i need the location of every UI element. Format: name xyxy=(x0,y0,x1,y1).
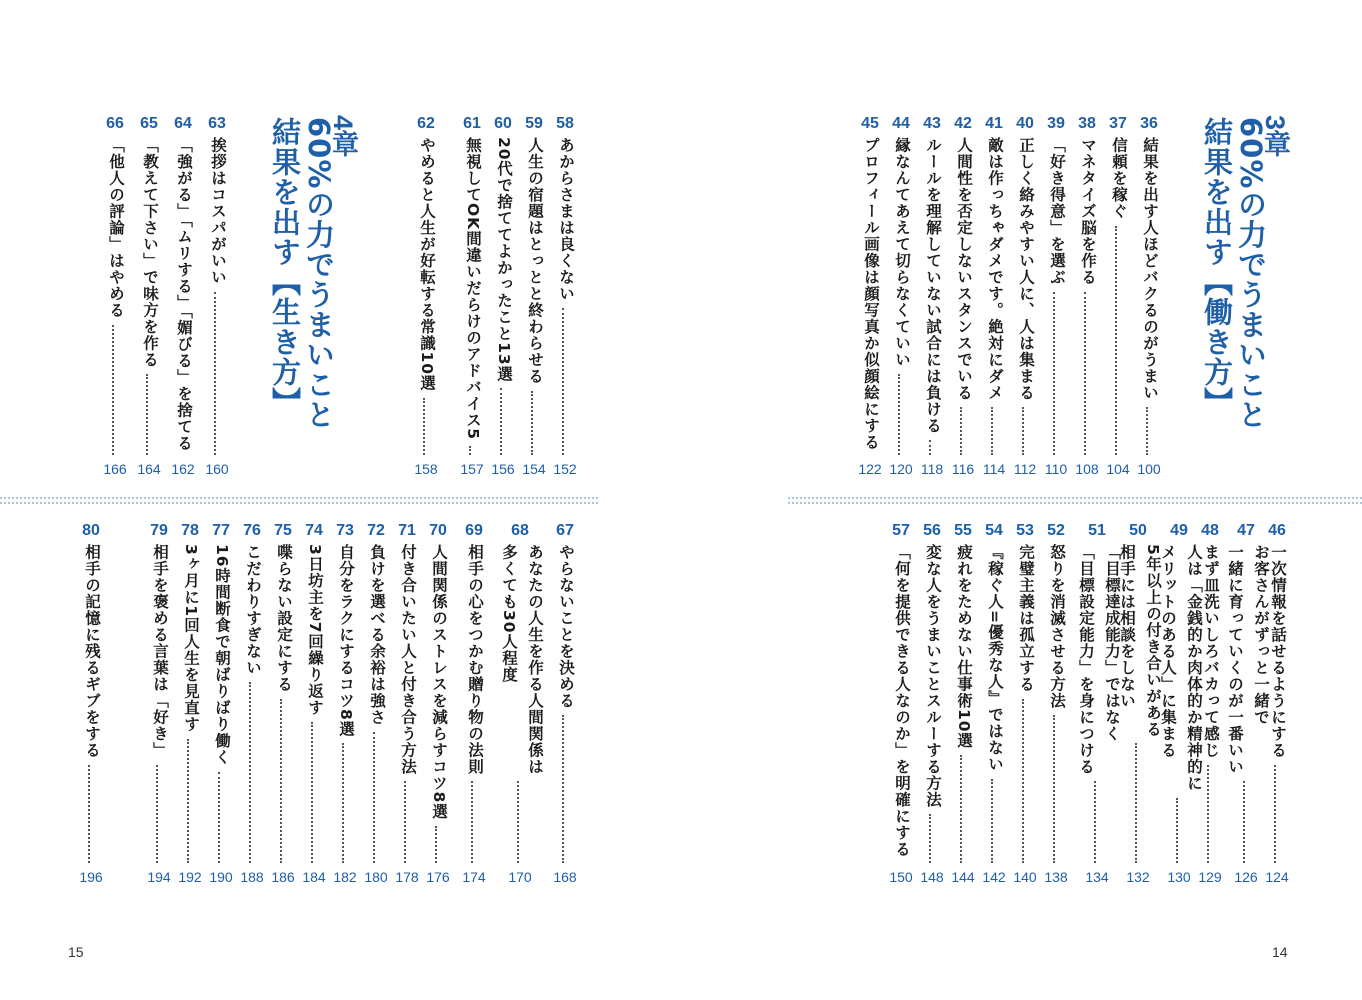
entry-page: 114 xyxy=(982,461,1006,477)
dot-leader xyxy=(435,826,437,863)
toc-entry xyxy=(979,115,1009,481)
entry-title xyxy=(889,544,915,858)
entry-title-line: 相手の心をつかむ贈り物の法則 xyxy=(466,544,484,775)
entry-title xyxy=(79,544,105,759)
entry-title xyxy=(240,544,266,676)
entry-page: 182 xyxy=(333,869,357,885)
dot-leader xyxy=(280,699,282,863)
entry-title-line: 「何を提供できる人なのか」を明確にする xyxy=(893,544,911,858)
entry-title-line: 「他人の評論」はやめる xyxy=(107,137,125,319)
toc-entry xyxy=(1041,522,1071,889)
entry-title xyxy=(1075,137,1101,286)
entry-number: 70 xyxy=(429,522,447,539)
entry-title-line: メリットのある人」に集まる xyxy=(1159,544,1177,759)
toc-entry xyxy=(500,522,544,889)
toc-entry xyxy=(237,522,267,889)
toc-entry xyxy=(144,522,174,889)
entry-title-line: 負けを選べる余裕は強さ xyxy=(368,544,386,726)
entry-number: 78 xyxy=(181,522,199,539)
entry-title xyxy=(1106,137,1132,220)
entry-title xyxy=(395,544,421,775)
toc-entry xyxy=(175,522,205,889)
toc-entry xyxy=(1159,522,1203,889)
entry-title-line: 「教えて下さい」で味方を作る xyxy=(141,137,159,368)
toc-entry xyxy=(1077,522,1121,889)
dot-leader xyxy=(500,388,502,455)
chapter-title: 60%の力でうまいこと xyxy=(1234,117,1268,430)
entry-page: 186 xyxy=(271,869,295,885)
entry-number: 68 xyxy=(511,522,529,539)
entry-page: 118 xyxy=(920,461,944,477)
entry-page: 176 xyxy=(426,869,450,885)
entry-title xyxy=(414,137,440,392)
chapter-title: 60%の力でうまいこと xyxy=(302,117,336,430)
entry-title-line: やめると人生が好転する常識10選 xyxy=(418,137,436,392)
entry-page: 158 xyxy=(414,461,438,477)
entry-number: 59 xyxy=(525,115,543,132)
dot-leader xyxy=(991,779,993,863)
entry-number: 60 xyxy=(494,115,512,132)
entry-title-line: 信頼を稼ぐ xyxy=(1110,137,1128,220)
entry-number: 64 xyxy=(174,115,192,132)
entry-number: 55 xyxy=(954,522,972,539)
entry-number: 53 xyxy=(1016,522,1034,539)
entry-page: 168 xyxy=(553,869,577,885)
toc-entry xyxy=(1010,522,1040,889)
entry-page: 196 xyxy=(79,869,103,885)
entry-number: 66 xyxy=(106,115,124,132)
entry-page: 108 xyxy=(1075,461,1099,477)
entry-title xyxy=(951,137,977,401)
entry-page: 116 xyxy=(951,461,975,477)
toc-entry xyxy=(76,522,106,889)
toc-entry xyxy=(948,115,978,481)
entry-number: 56 xyxy=(923,522,941,539)
dot-leader xyxy=(1135,743,1137,863)
dot-leader xyxy=(112,325,114,455)
entry-title-line: 「好き得意」を選ぶ xyxy=(1048,137,1066,286)
entry-number: 61 xyxy=(463,115,481,132)
entry-page: 174 xyxy=(462,869,486,885)
entry-number: 67 xyxy=(556,522,574,539)
entry-page: 104 xyxy=(1106,461,1130,477)
entry-page: 180 xyxy=(364,869,388,885)
chapter-subtitle: 結果を出す【働き方】 xyxy=(1200,117,1234,417)
entry-title xyxy=(178,544,204,733)
toc-entry xyxy=(550,115,580,481)
right-page xyxy=(682,0,1362,1000)
entry-number: 46 xyxy=(1268,522,1286,539)
dot-leader xyxy=(562,715,564,863)
entry-title-line: 完璧主義は孤立する xyxy=(1017,544,1035,693)
toc-entry xyxy=(361,522,391,889)
page-number: 15 xyxy=(68,944,84,960)
entry-title-line: こだわりすぎない xyxy=(244,544,262,676)
toc-entry xyxy=(423,522,453,889)
chapter-number: 4章 xyxy=(328,115,358,158)
dot-leader xyxy=(146,374,148,455)
entry-title-line: 多くても30人程度 xyxy=(500,544,518,684)
dot-leader xyxy=(562,308,564,455)
entry-title-line: マネタイズ脳を作る xyxy=(1079,137,1097,286)
dot-leader xyxy=(1274,765,1276,863)
entry-number: 72 xyxy=(367,522,385,539)
entry-page: 164 xyxy=(137,461,161,477)
entry-title xyxy=(522,137,548,385)
entry-title-line: まず皿洗いしろバカって感じ xyxy=(1202,544,1220,759)
entry-number: 76 xyxy=(243,522,261,539)
entry-number: 74 xyxy=(305,522,323,539)
entry-number: 45 xyxy=(861,115,879,132)
entry-title-line: 無視してOK間違いだらけのアドバイス5 xyxy=(464,137,482,440)
toc-entry xyxy=(519,115,549,481)
entry-page: 170 xyxy=(508,869,532,885)
entry-number: 50 xyxy=(1129,522,1147,539)
entry-title xyxy=(103,137,129,319)
dot-leader xyxy=(1115,226,1117,455)
toc-entry xyxy=(1010,115,1040,481)
entry-title-line: 人間関係のストレスを減らすコツ8選 xyxy=(430,544,448,820)
entry-title xyxy=(951,544,977,749)
dot-leader xyxy=(249,682,251,863)
entry-title xyxy=(1013,137,1039,401)
entry-title xyxy=(271,544,297,693)
section-divider xyxy=(788,497,1362,504)
entry-title-line: 敵は作っちゃダメです。絶対にダメ xyxy=(986,137,1004,401)
dot-leader xyxy=(929,440,931,455)
toc-entry xyxy=(268,522,298,889)
entry-page: 120 xyxy=(889,461,913,477)
entry-title-line: 結果を出す人ほどバクるのがうまい xyxy=(1141,137,1159,401)
toc-entry xyxy=(917,522,947,889)
toc-entry xyxy=(392,522,422,889)
entry-title xyxy=(137,137,163,368)
entry-title xyxy=(920,544,946,808)
dot-leader xyxy=(531,391,533,455)
entry-page: 192 xyxy=(178,869,202,885)
toc-entry xyxy=(457,115,487,481)
chapter-heading xyxy=(1194,115,1290,430)
entry-title-line: 3ヶ月に1回人生を見直す xyxy=(182,544,200,733)
entry-title-line: 20代で捨ててよかったこと13選 xyxy=(495,137,513,383)
dot-leader xyxy=(960,755,962,863)
toc-entry xyxy=(168,115,198,481)
entry-title xyxy=(1222,544,1274,775)
entry-title xyxy=(1044,137,1070,286)
entry-title-line: やらないことを決める xyxy=(557,544,575,709)
entry-number: 43 xyxy=(923,115,941,132)
dot-leader xyxy=(156,765,158,863)
entry-title-line: 16時間断食で朝ばりばり働く xyxy=(213,544,231,766)
entry-title-line: 怒りを消滅させる方法 xyxy=(1048,544,1066,709)
entry-title-line: 相手を褒める言葉は「好き」 xyxy=(151,544,169,759)
entry-page: 148 xyxy=(920,869,944,885)
dot-leader xyxy=(404,781,406,863)
toc-entry xyxy=(134,115,164,481)
toc-entry xyxy=(1041,115,1071,481)
toc-entry xyxy=(886,115,916,481)
entry-page: 124 xyxy=(1265,869,1289,885)
dot-leader xyxy=(898,374,900,455)
entry-page: 142 xyxy=(982,869,1006,885)
entry-title xyxy=(205,137,231,286)
dot-leader xyxy=(1053,715,1055,863)
entry-title-line: 縁なんてあえて切らなくていい xyxy=(893,137,911,368)
entry-title-line: 喋らない設定にする xyxy=(275,544,293,693)
dot-leader xyxy=(471,781,473,863)
dot-leader xyxy=(311,722,313,863)
toc-entry xyxy=(488,115,518,481)
dot-leader xyxy=(1146,407,1148,455)
toc-entry xyxy=(1134,115,1164,481)
entry-title xyxy=(462,544,488,775)
entry-number: 48 xyxy=(1201,522,1219,539)
entry-page: 134 xyxy=(1085,869,1109,885)
entry-page: 162 xyxy=(171,461,195,477)
toc-entry xyxy=(202,115,232,481)
entry-title-line: あなたの人生を作る人間関係は xyxy=(526,544,544,775)
entry-number: 40 xyxy=(1016,115,1034,132)
entry-page: 160 xyxy=(205,461,229,477)
dot-leader xyxy=(187,739,189,863)
entry-title-line: 「目標設定能力」を身につける xyxy=(1077,544,1095,775)
entry-title xyxy=(496,544,548,775)
toc-entry xyxy=(1103,115,1133,481)
entry-page: 188 xyxy=(240,869,264,885)
entry-page: 166 xyxy=(103,461,127,477)
entry-number: 69 xyxy=(465,522,483,539)
entry-title-line: 相手の記憶に残るギブをする xyxy=(83,544,101,759)
page-number: 14 xyxy=(1272,944,1288,960)
entry-title xyxy=(460,137,486,440)
entry-title-line: 「目標達成能力」ではなく xyxy=(1103,544,1121,742)
dot-leader xyxy=(1022,407,1024,455)
entry-title xyxy=(426,544,452,820)
entry-number: 44 xyxy=(892,115,910,132)
dot-leader xyxy=(1084,292,1086,455)
dot-leader xyxy=(214,292,216,455)
entry-number: 71 xyxy=(398,522,416,539)
entry-title-line: お客さんがずっと一緒で xyxy=(1252,544,1270,726)
chapter-heading xyxy=(262,115,358,430)
entry-page: 150 xyxy=(889,869,913,885)
entry-title-line: 『稼ぐ人=優秀な人』ではない xyxy=(986,544,1004,773)
entry-title-line: 3日坊主を7回繰り返す xyxy=(306,544,324,717)
entry-number: 73 xyxy=(336,522,354,539)
entry-number: 58 xyxy=(556,115,574,132)
entry-page: 152 xyxy=(553,461,577,477)
entry-title-line: 人間性を否定しないスタンスでいる xyxy=(955,137,973,401)
toc-entry xyxy=(948,522,978,889)
entry-page: 154 xyxy=(522,461,546,477)
entry-title-line: 自分をラクにするコツ8選 xyxy=(337,544,355,738)
entry-page: 100 xyxy=(1137,461,1161,477)
toc-entry xyxy=(550,522,580,889)
entry-page: 130 xyxy=(1167,869,1191,885)
toc-entry xyxy=(1118,522,1162,889)
dot-leader xyxy=(1207,765,1209,863)
entry-title-line: 挨拶はコスパがいい xyxy=(209,137,227,286)
entry-number: 54 xyxy=(985,522,1003,539)
entry-title-line: 相手には相談をしない xyxy=(1118,544,1136,709)
chapter-number: 3章 xyxy=(1260,115,1290,158)
dot-leader xyxy=(929,814,931,863)
toc-entry xyxy=(855,115,885,481)
entry-number: 77 xyxy=(212,522,230,539)
entry-title xyxy=(553,137,579,302)
entry-page: 144 xyxy=(951,869,975,885)
entry-page: 178 xyxy=(395,869,419,885)
dot-leader xyxy=(1094,781,1096,863)
entry-page: 184 xyxy=(302,869,326,885)
entry-title xyxy=(209,544,235,766)
entry-number: 51 xyxy=(1088,522,1106,539)
entry-number: 42 xyxy=(954,115,972,132)
entry-page: 156 xyxy=(491,461,515,477)
entry-title-line: 変な人をうまいことスルーする方法 xyxy=(924,544,942,808)
dot-leader xyxy=(373,732,375,863)
entry-title-line: 一次情報を話せるようにする xyxy=(1269,544,1287,759)
toc-entry xyxy=(330,522,360,889)
toc-entry xyxy=(1226,522,1270,889)
dot-leader xyxy=(1243,781,1245,863)
dot-leader xyxy=(218,772,220,863)
toc-entry xyxy=(100,115,130,481)
entry-title xyxy=(364,544,390,726)
dot-leader xyxy=(1053,292,1055,455)
entry-title xyxy=(491,137,517,382)
entry-title xyxy=(1013,544,1039,693)
toc-entry xyxy=(459,522,489,889)
entry-title-line: プロフィール画像は顔写真か似顔絵にする xyxy=(862,137,880,451)
entry-page: 190 xyxy=(209,869,233,885)
entry-title xyxy=(982,137,1008,401)
dot-leader xyxy=(517,781,519,863)
entry-number: 41 xyxy=(985,115,1003,132)
entry-number: 38 xyxy=(1078,115,1096,132)
entry-title xyxy=(858,137,884,451)
entry-title xyxy=(333,544,359,737)
entry-title-line: 付き合いたい人と付き合う方法 xyxy=(399,544,417,775)
entry-title-line: 疲れをためない仕事術10選 xyxy=(955,544,973,750)
entry-title xyxy=(920,137,946,434)
dot-leader xyxy=(1022,699,1024,863)
entry-title xyxy=(982,544,1008,773)
entry-number: 37 xyxy=(1109,115,1127,132)
entry-title-line: 人生の宿題はとっとと終わらせる xyxy=(526,137,544,385)
entry-page: 110 xyxy=(1044,461,1068,477)
entry-title xyxy=(1137,137,1163,401)
entry-title xyxy=(553,544,579,709)
entry-number: 47 xyxy=(1237,522,1255,539)
toc-entry xyxy=(886,522,916,889)
entry-title xyxy=(171,137,197,452)
entry-page: 140 xyxy=(1013,869,1037,885)
entry-number: 39 xyxy=(1047,115,1065,132)
entry-number: 62 xyxy=(417,115,435,132)
entry-title-line: 一緒に育っていくのが一番いい xyxy=(1226,544,1244,775)
entry-title-line: ルールを理解していない試合には負ける xyxy=(924,137,942,434)
entry-title xyxy=(302,544,328,716)
dot-leader xyxy=(1176,798,1178,863)
entry-title-line: 正しく絡みやすい人に、人は集まる xyxy=(1017,137,1035,401)
toc-entry xyxy=(206,522,236,889)
entry-page: 129 xyxy=(1198,869,1222,885)
left-page xyxy=(0,0,680,1000)
toc-entry xyxy=(917,115,947,481)
dot-leader xyxy=(342,743,344,863)
entry-number: 65 xyxy=(140,115,158,132)
entry-page: 157 xyxy=(460,461,484,477)
entry-title xyxy=(147,544,173,759)
entry-number: 79 xyxy=(150,522,168,539)
entry-number: 63 xyxy=(208,115,226,132)
entry-title xyxy=(889,137,915,368)
entry-title-line: 5年以上の付き合いがある xyxy=(1144,544,1162,738)
entry-title-line: 「強がる」「ムリする」「媚びる」を捨てる xyxy=(175,137,193,452)
dot-leader xyxy=(88,765,90,863)
entry-number: 57 xyxy=(892,522,910,539)
chapter-subtitle: 結果を出す【生き方】 xyxy=(268,117,302,417)
entry-page: 138 xyxy=(1044,869,1068,885)
entry-number: 36 xyxy=(1140,115,1158,132)
entry-title-line: あからさまは良くない xyxy=(557,137,575,302)
entry-page: 132 xyxy=(1126,869,1150,885)
toc-entry xyxy=(1072,115,1102,481)
entry-number: 80 xyxy=(82,522,100,539)
toc-entry xyxy=(411,115,441,481)
dot-leader xyxy=(423,398,425,455)
entry-title xyxy=(1073,544,1125,775)
entry-page: 194 xyxy=(147,869,171,885)
section-divider xyxy=(0,497,598,504)
entry-page: 126 xyxy=(1234,869,1258,885)
toc-entry xyxy=(299,522,329,889)
entry-number: 49 xyxy=(1170,522,1188,539)
entry-title-line: 人は「金銭的か肉体的か精神的に xyxy=(1185,544,1203,792)
entry-number: 52 xyxy=(1047,522,1065,539)
entry-title xyxy=(1044,544,1070,709)
toc-entry xyxy=(979,522,1009,889)
entry-page: 122 xyxy=(858,461,882,477)
dot-leader xyxy=(960,407,962,455)
entry-page: 112 xyxy=(1013,461,1037,477)
entry-number: 75 xyxy=(274,522,292,539)
dot-leader xyxy=(469,446,471,455)
dot-leader xyxy=(991,407,993,455)
